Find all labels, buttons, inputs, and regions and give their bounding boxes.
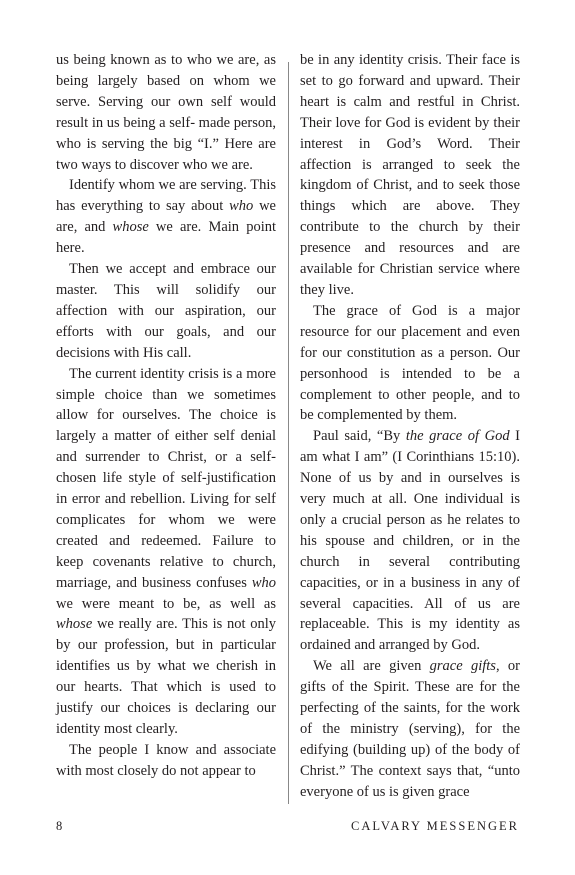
running-title: CALVARY MESSENGER	[351, 819, 519, 833]
emphasis: whose	[112, 219, 149, 236]
paragraph: The people I know and associate with most closely do not appear to	[56, 741, 276, 779]
emphasis: whose	[56, 616, 93, 633]
paragraph	[56, 175, 276, 259]
text-run: we really are. This is not only by our profession, but in particular identifies us by what we cherish in our hearts. That which is used to justify our choices is declaring our identity most clearly.	[56, 616, 276, 737]
emphasis: who	[251, 574, 276, 591]
emphasis: the grace of God	[405, 428, 510, 445]
text-run: Identify whom we are serving. This has everything to say about	[56, 177, 276, 215]
paragraph: us being known as to who we are, as being largely based on whom we serve. Serving our own self would result in us being a self- made person, who is serving the big “I.” Here are two ways to discover who we are.	[56, 52, 276, 173]
right-column	[300, 50, 520, 803]
text-run: We all are given	[313, 658, 430, 675]
left-column	[56, 50, 276, 782]
paragraph: be in any identity crisis. Their face is set to go forward and upward. Their heart is calm and restful in Christ. Their love for God is evident by their interest in God’s Word. Their affection is arranged to seek the kingdom of Christ, and to seek those things which are above. They contribute to the church by their presence and resources and are available for Christian service where they live.	[300, 52, 520, 298]
page-number: 8	[56, 819, 63, 833]
column-divider	[288, 62, 289, 804]
text-run: Paul said, “By	[313, 428, 406, 445]
paragraph	[300, 656, 520, 802]
text-run: , or gifts of the Spirit. These are for the perfecting of the saints, for the work of the ministry (serving), for the edifying (building up) of the body of Christ.” The context says that, “unto everyone of us is given grace	[300, 658, 520, 800]
emphasis: grace gifts	[429, 658, 496, 675]
text-run: we were meant to be, as well as	[56, 595, 276, 612]
text-run: The current identity crisis is a more simple choice than we sometimes allow for ourselves. The choice is largely a matter of either self denial and surrender to Christ, or a self-chosen life style of self-justification in error and rebellion. Living for self complicates for whom we were created and redeemed. Failure to keep covenants relative to church, marriage, and business confuses	[56, 365, 276, 591]
paragraph	[300, 426, 520, 656]
emphasis: who	[229, 198, 254, 215]
text-run: we are, and	[56, 198, 276, 236]
paragraph: The grace of God is a major resource for our placement and even for our constitution as a person. Our personhood is intended to be a complement to other people, and to be complemented by them.	[300, 302, 520, 424]
paragraph: Then we accept and embrace our master. This will solidify our affection with our aspiration, our efforts with our goals, and our decisions with His call.	[56, 261, 276, 361]
text-run: I am what I am” (I Corinthians 15:10). None of us by and in ourselves is very much at all. One individual is only a crucial person as he relates to his spouse and children, or in the church in several contributing capacities, or in a business in any of several capacities. All of us are replaceable. This is my identity as ordained and arranged by God.	[300, 428, 520, 654]
text-run: we are. Main point here.	[56, 219, 276, 257]
paragraph	[56, 364, 276, 740]
